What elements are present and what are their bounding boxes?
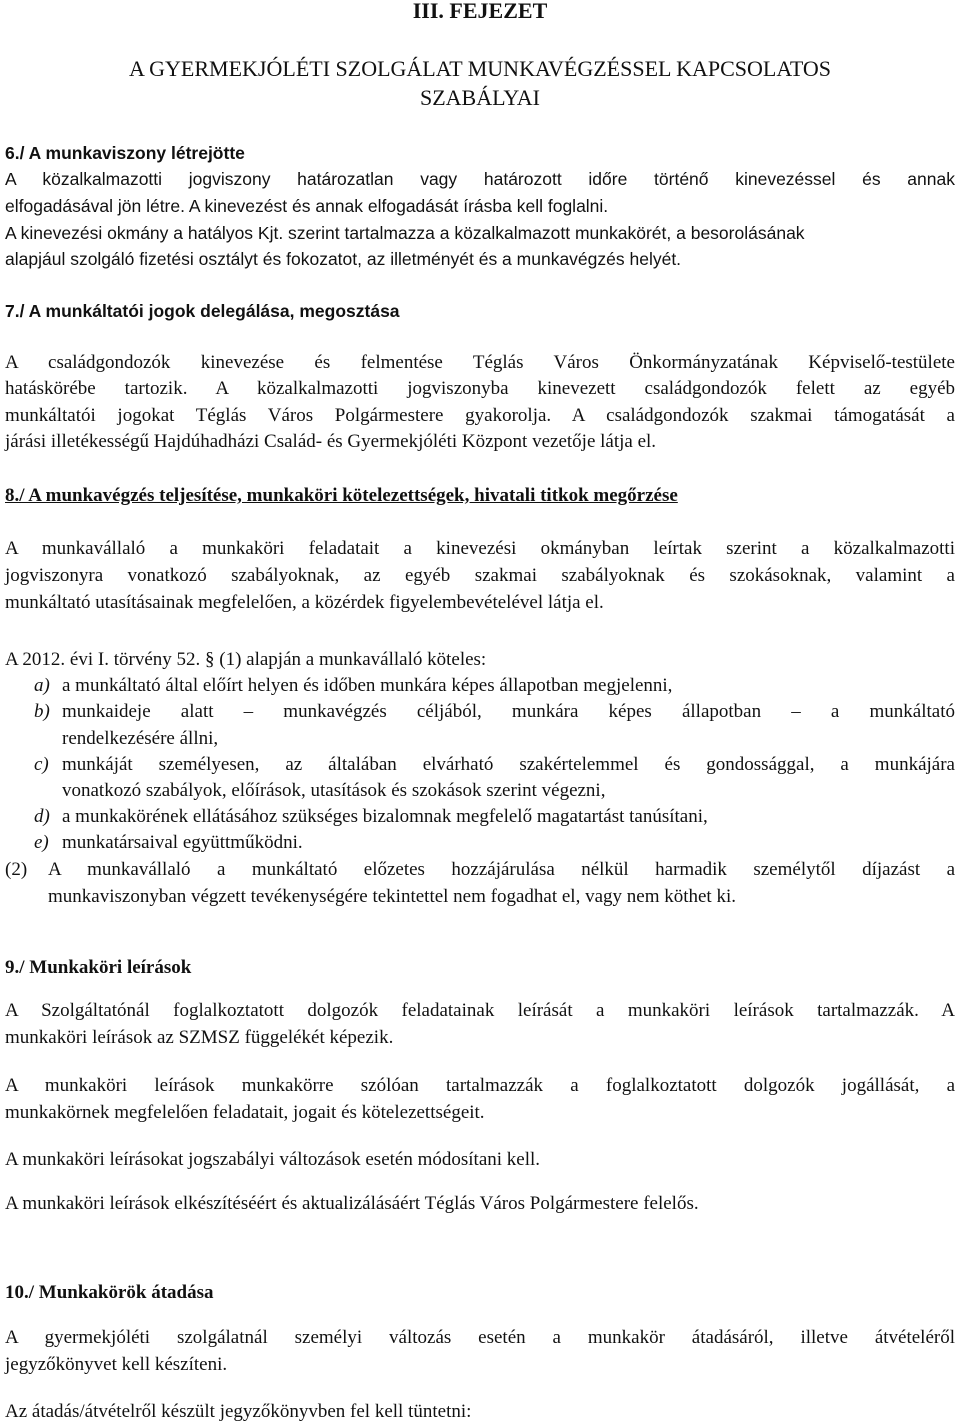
item-a-line1: a munkáltató által előírt helyen és időben munkára képes állapotban megjelenni, xyxy=(62,675,673,696)
item-e-line1: munkatársaival együttműködni. xyxy=(62,832,303,853)
chapter-label: III. FEJEZET xyxy=(412,0,548,23)
section-10-p1-line2: jegyzőkönyvet kell készíteni. xyxy=(5,1354,228,1375)
section-7-line3: munkáltatói jogokat Téglás Város Polgármestere gyakorolja. A családgondozók szakmai támogatását a xyxy=(5,405,955,426)
paragraph-2-number: (2) xyxy=(5,859,28,880)
section-10-p1-line1: A gyermekjóléti szolgálatnál személyi változás esetén a munkakör átadásáról, illetve átvételéről xyxy=(5,1327,955,1348)
section-9-p2-line1: A munkaköri leírások munkakörre szólóan tartalmazzák a foglalkoztatott dolgozók jogállását, a xyxy=(5,1075,955,1096)
item-d-line1: a munkakörének ellátásához szükséges bizalomnak megfelelő magatartást tanúsítani, xyxy=(62,806,708,827)
section-7-line2: hatáskörébe tartozik. A közalkalmazotti jogviszonyba kinevezett családgondozók felett az egyéb xyxy=(5,378,955,399)
item-a-letter: a) xyxy=(34,675,50,696)
section-9-p1-line2: munkaköri leírások az SZMSZ függelékét képezik. xyxy=(5,1027,394,1048)
section-9-p3: A munkaköri leírásokat jogszabályi változások esetén módosítani kell. xyxy=(5,1149,541,1170)
section-8-line1: A munkavállaló a munkaköri feladatait a kinevezési okmányban leírtak szerint a közalkalmazotti xyxy=(5,538,955,559)
section-8-line3: munkáltató utasításainak megfelelően, a közérdek figyelembevételével látja el. xyxy=(5,592,604,613)
section-10-heading: 10./ Munkakörök átadása xyxy=(5,1282,214,1303)
section-7-heading-text: / A munkáltatói jogok delegálása, megosztása xyxy=(19,301,400,321)
section-9-heading: 9./ Munkaköri leírások xyxy=(5,957,192,978)
item-c-letter: c) xyxy=(34,754,49,775)
section-9-p1-line1: A Szolgáltatónál foglalkoztatott dolgozók feladatainak leírását a munkaköri leírások tartalmazzák. A xyxy=(5,1000,955,1021)
section-6-line3: A kinevezési okmány a hatályos Kjt. szerint tartalmazza a közalkalmazott munkakörét, a besorolásának xyxy=(5,223,805,243)
item-d-letter: d) xyxy=(34,806,50,827)
section-8-law-intro: A 2012. évi I. törvény 52. § (1) alapján a munkavállaló köteles: xyxy=(5,649,487,670)
section-7-heading xyxy=(5,298,400,324)
section-8-heading: 8./ A munkavégzés teljesítése, munkaköri kötelezettségek, hivatali titkok megőrzése xyxy=(5,485,678,506)
section-7-heading-number: 7. xyxy=(5,301,20,321)
section-7-line1: A családgondozók kinevezése és felmentése Téglás Város Önkormányzatának Képviselő-testülete xyxy=(5,352,955,373)
section-10-p2: Az átadás/átvételről készült jegyzőkönyvben fel kell tüntetni: xyxy=(5,1401,472,1422)
item-b-line1: munkaideje alatt – munkavégzés céljából, munkára képes állapotban – a munkáltató xyxy=(62,701,955,722)
section-6-line1: A közalkalmazotti jogviszony határozatlan vagy határozott időre történő kinevezéssel és annak xyxy=(5,169,955,189)
section-6-line4: alapjául szolgáló fizetési osztályt és fokozatot, az illetményét és a munkavégzés helyét. xyxy=(5,249,682,269)
chapter-title-line2: SZABÁLYAI xyxy=(419,85,541,110)
item-b-letter: b) xyxy=(34,701,50,722)
section-7-line4: járási illetékességű Hajdúhadházi Család- és Gyermekjóléti Központ vezetője látja el. xyxy=(5,431,657,452)
paragraph-2-line1: A munkavállaló a munkáltató előzetes hozzájárulása nélkül harmadik személytől díjazást a xyxy=(48,859,955,880)
item-c-line2: vonatkozó szabályok, előírások, utasítások és szokások szerint végezni, xyxy=(62,780,606,801)
item-c-line1: munkáját személyesen, az általában elvárható szakértelemmel és gondossággal, a munkájára xyxy=(62,754,955,775)
item-b-line2: rendelkezésére állni, xyxy=(62,728,219,749)
item-e-letter: e) xyxy=(34,832,49,853)
section-9-p4: A munkaköri leírások elkészítéséért és aktualizálásáért Téglás Város Polgármestere felelős. xyxy=(5,1193,699,1214)
section-6-line2: elfogadásával jön létre. A kinevezést és annak elfogadását írásba kell foglalni. xyxy=(5,196,609,216)
section-8-line2: jogviszonyra vonatkozó szabályoknak, az egyéb szakmai szabályoknak és szokásoknak, valamint a xyxy=(5,565,955,586)
paragraph-2-line2: munkaviszonyban végzett tevékenységére tekintettel nem fogadhat el, vagy nem köthet ki. xyxy=(48,886,736,907)
chapter-title-line1: A GYERMEKJÓLÉTI SZOLGÁLAT MUNKAVÉGZÉSSEL KAPCSOLATOS xyxy=(128,56,831,81)
section-9-p2-line2: munkakörnek megfelelően feladatait, jogait és kötelezettségeit. xyxy=(5,1102,485,1123)
section-6-heading: 6./ A munkaviszony létrejötte xyxy=(5,143,245,163)
